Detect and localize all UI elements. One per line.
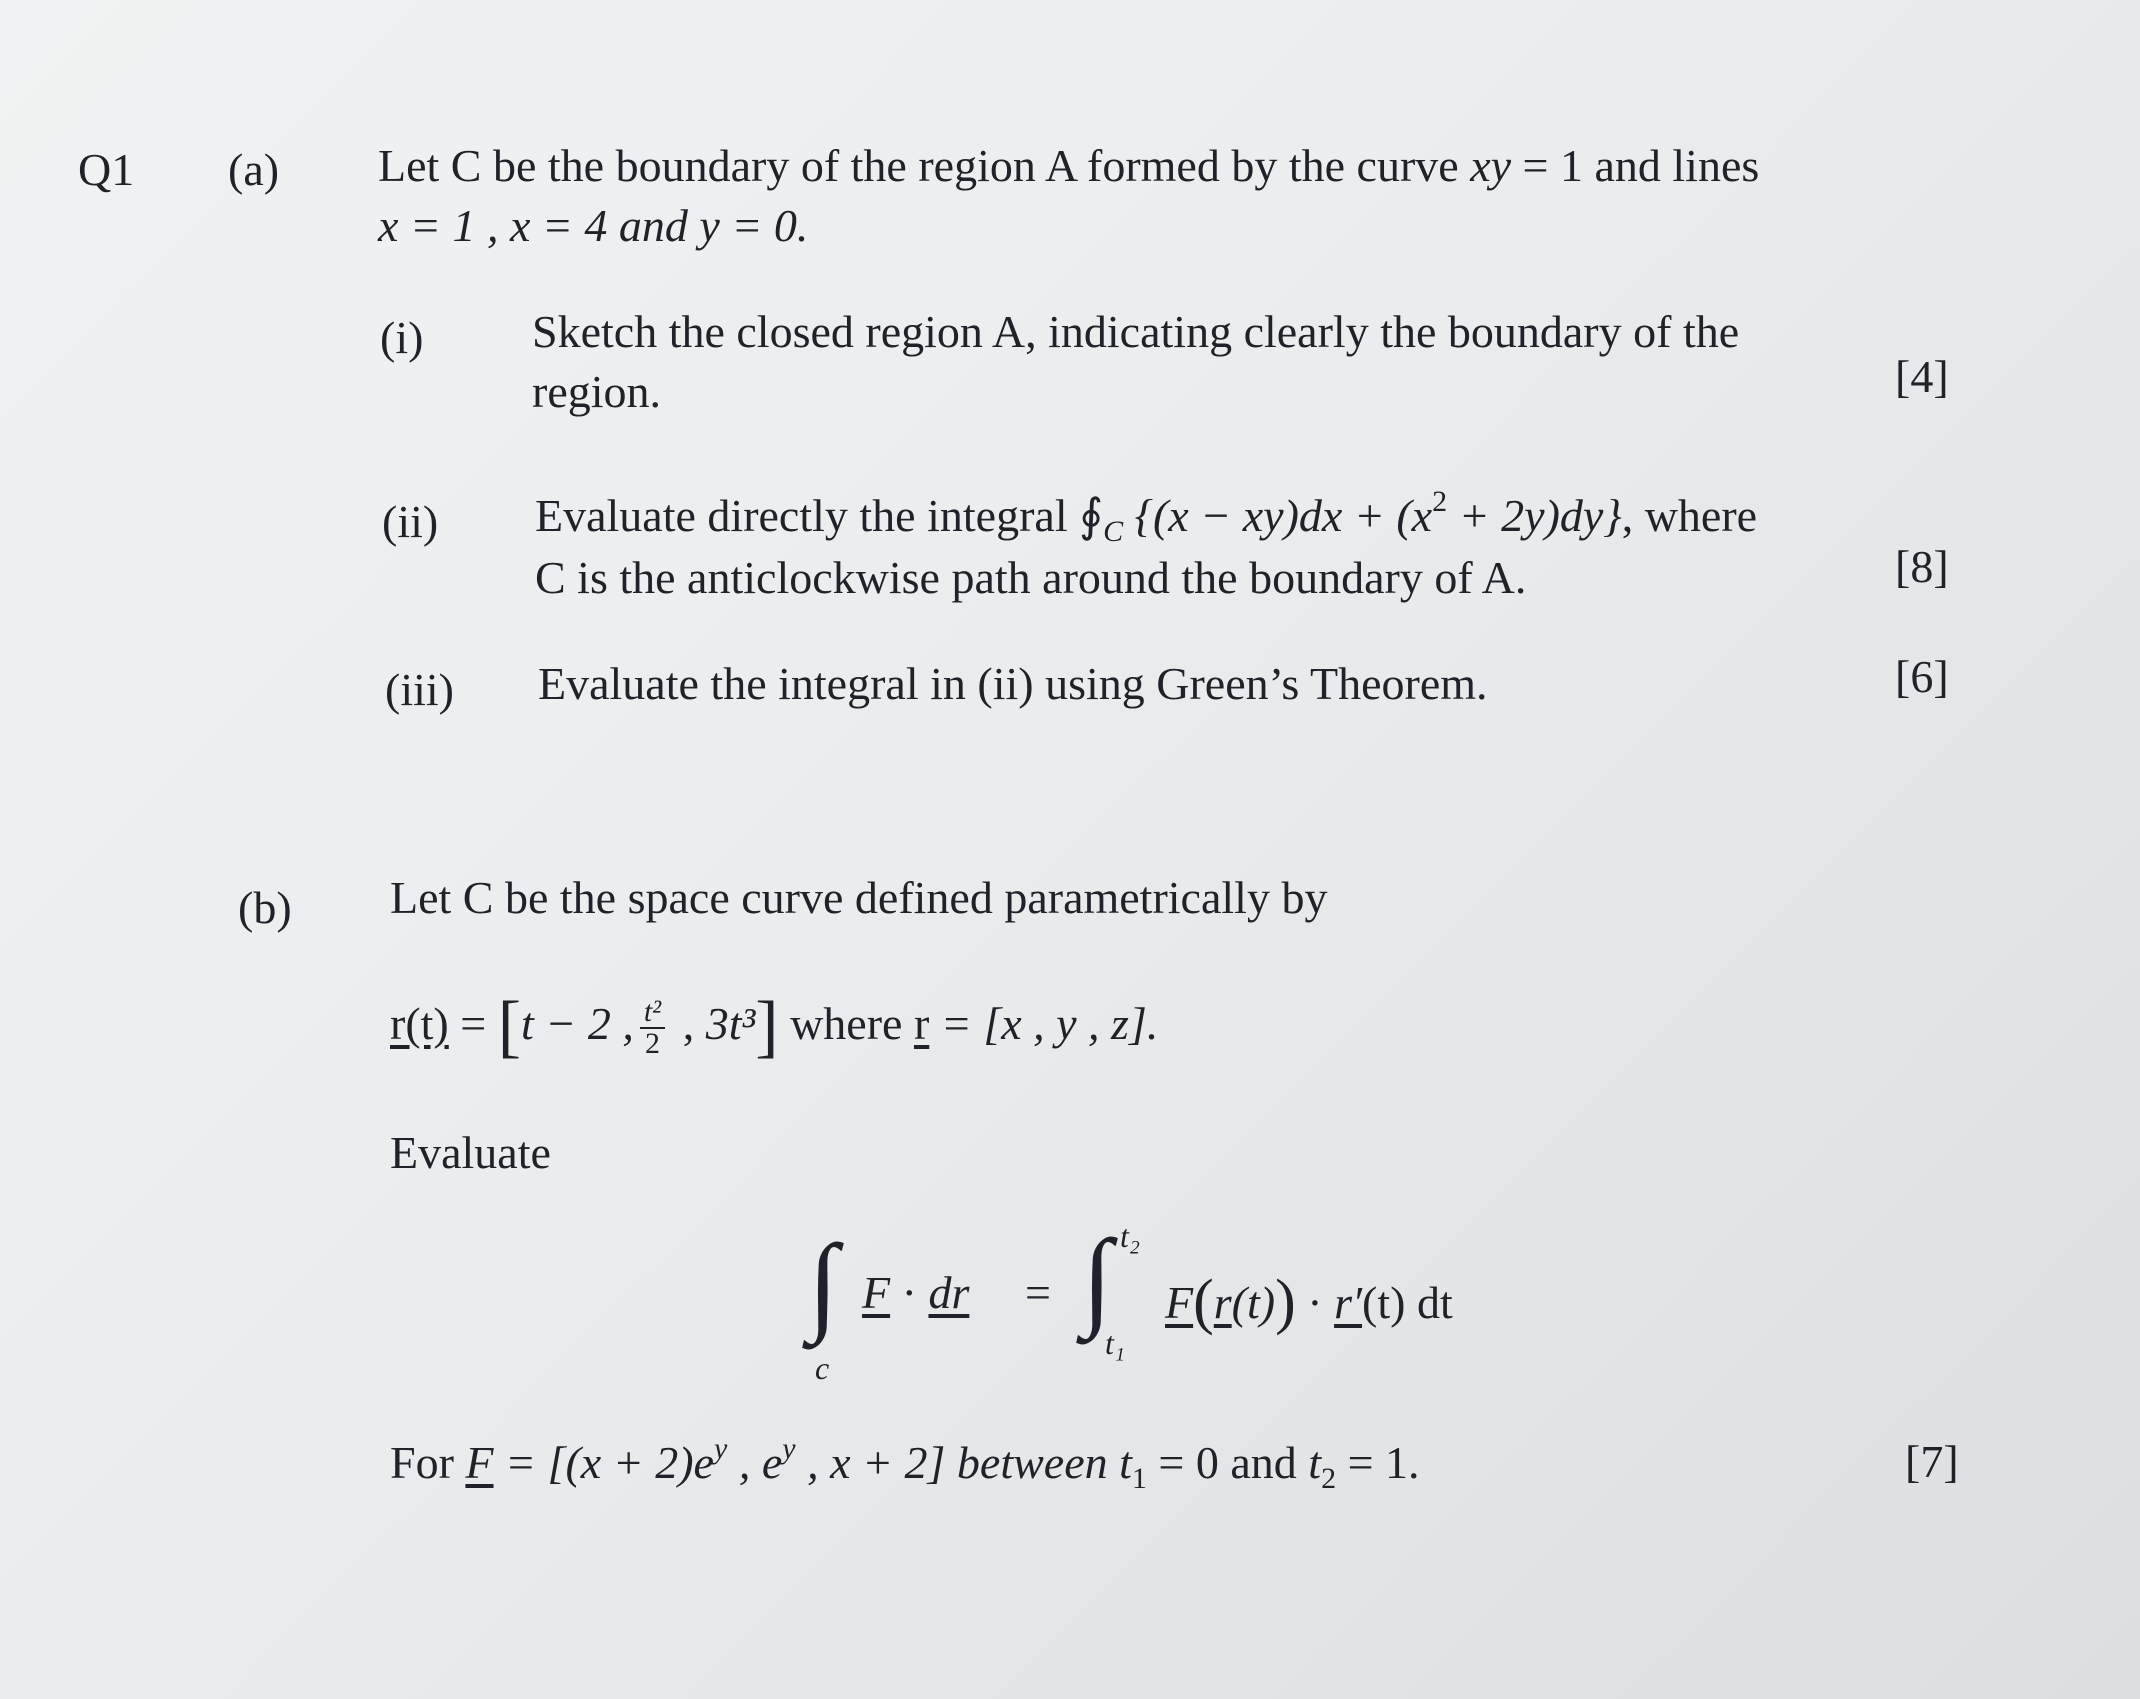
component-z: 3t³ xyxy=(705,998,756,1049)
line-integral-sign: ∫ xyxy=(808,1222,839,1344)
contour-subscript: C xyxy=(1103,515,1124,548)
lhs-F: F xyxy=(862,1267,891,1318)
evaluate-label: Evaluate xyxy=(390,1127,551,1178)
curve-equation: = 1 and lines xyxy=(1511,140,1760,191)
lhs-dot: · xyxy=(890,1267,929,1318)
rhs-close-paren: ) xyxy=(1275,1268,1296,1336)
lhs-dr: dr xyxy=(928,1267,970,1318)
subpart-ii-label: (ii) xyxy=(382,496,439,547)
definite-integral-sign: ∫ xyxy=(1082,1217,1113,1339)
field-exp-2: y xyxy=(782,1432,796,1465)
rhs-tail: (t) dt xyxy=(1362,1277,1453,1328)
r-vector-definition: = [x , y , z]. xyxy=(929,998,1159,1049)
subpart-ii-marks: [8] xyxy=(1895,541,1949,592)
fraction-denominator: 2 xyxy=(645,1027,661,1061)
subpart-i-line1: Sketch the closed region A, indicating clearly the boundary of the xyxy=(532,306,1740,357)
integrand-part-a: {(x − xy)dx + (x xyxy=(1123,490,1433,541)
subpart-i-line2: region. xyxy=(532,366,662,417)
integrand-exponent: 2 xyxy=(1432,485,1448,518)
field-expr-mid: , e xyxy=(727,1437,783,1488)
subpart-iii-marks: [6] xyxy=(1895,651,1949,702)
field-expr-end: , x + 2] between xyxy=(795,1437,1120,1488)
subpart-ii-line1 xyxy=(535,485,1758,548)
t2-value: = 1. xyxy=(1336,1437,1420,1488)
part-a-intro-line1 xyxy=(378,138,1759,193)
fraction-numerator: t² xyxy=(640,997,665,1029)
for-text: For xyxy=(390,1437,466,1488)
open-bracket: [ xyxy=(497,988,522,1065)
t1-value: = 0 and xyxy=(1146,1437,1309,1488)
part-b-intro: Let C be the space curve defined parametrically by xyxy=(390,872,1328,923)
lower-limit: t₁ xyxy=(1105,1325,1126,1361)
upper-limit: t₂ xyxy=(1120,1218,1141,1254)
where-text: where xyxy=(778,998,914,1049)
rhs-r: r xyxy=(1213,1277,1232,1328)
component-x: t − 2 , xyxy=(521,998,634,1049)
part-a-label: (a) xyxy=(228,144,280,195)
subpart-ii-line2: C is the anticlockwise path around the boundary of A. xyxy=(535,552,1527,603)
formula-rhs xyxy=(1165,1265,1453,1339)
subpart-i-marks: [4] xyxy=(1895,351,1949,402)
contour-integral-sign: ∮ xyxy=(1079,490,1104,541)
subpart-iii-text: Evaluate the integral in (ii) using Green’s Theorem. xyxy=(538,658,1488,709)
subpart-i-label: (i) xyxy=(380,312,424,363)
close-bracket: ] xyxy=(755,988,779,1065)
line-integral-lhs xyxy=(862,1265,969,1320)
line-integral-lower: c xyxy=(815,1350,830,1386)
rhs-t: (t) xyxy=(1231,1277,1276,1328)
part-a-intro-text: Let C be the boundary of the region A formed by the curve xyxy=(378,140,1471,191)
parametric-curve-definition xyxy=(390,985,1158,1069)
part-a-intro-line2: x = 1 , x = 4 and y = 0. xyxy=(378,200,809,251)
field-expr-start: = [(x + 2)e xyxy=(493,1437,714,1488)
equals-sign: = xyxy=(448,998,498,1049)
component-separator: , xyxy=(671,998,706,1049)
rhs-open-paren: ( xyxy=(1193,1268,1214,1336)
fraction-y xyxy=(640,997,665,1059)
t1-subscript: 1 xyxy=(1131,1462,1147,1495)
subpart-ii-intro: Evaluate directly the integral xyxy=(535,490,1080,541)
t1-symbol: t xyxy=(1119,1437,1132,1488)
field-F: F xyxy=(465,1437,494,1488)
subpart-ii-tail: , where xyxy=(1621,490,1758,541)
rhs-F: F xyxy=(1165,1277,1194,1328)
question-number: Q1 xyxy=(78,144,135,195)
part-b-marks: [7] xyxy=(1905,1436,1959,1487)
integrand-part-b: + 2y)dy} xyxy=(1447,490,1622,541)
field-exp-1: y xyxy=(713,1432,728,1465)
part-b-label: (b) xyxy=(238,882,292,933)
rhs-r-prime: r′ xyxy=(1334,1277,1363,1328)
curve-expression: xy xyxy=(1470,140,1512,191)
r-vector: r xyxy=(913,998,930,1049)
t2-symbol: t xyxy=(1308,1437,1322,1488)
rhs-dot: · xyxy=(1295,1277,1335,1328)
formula-equals: = xyxy=(1025,1267,1051,1318)
t2-subscript: 2 xyxy=(1321,1462,1337,1495)
vector-field-definition xyxy=(390,1432,1420,1495)
r-of-t: r(t) xyxy=(390,998,449,1049)
subpart-iii-label: (iii) xyxy=(385,664,454,715)
